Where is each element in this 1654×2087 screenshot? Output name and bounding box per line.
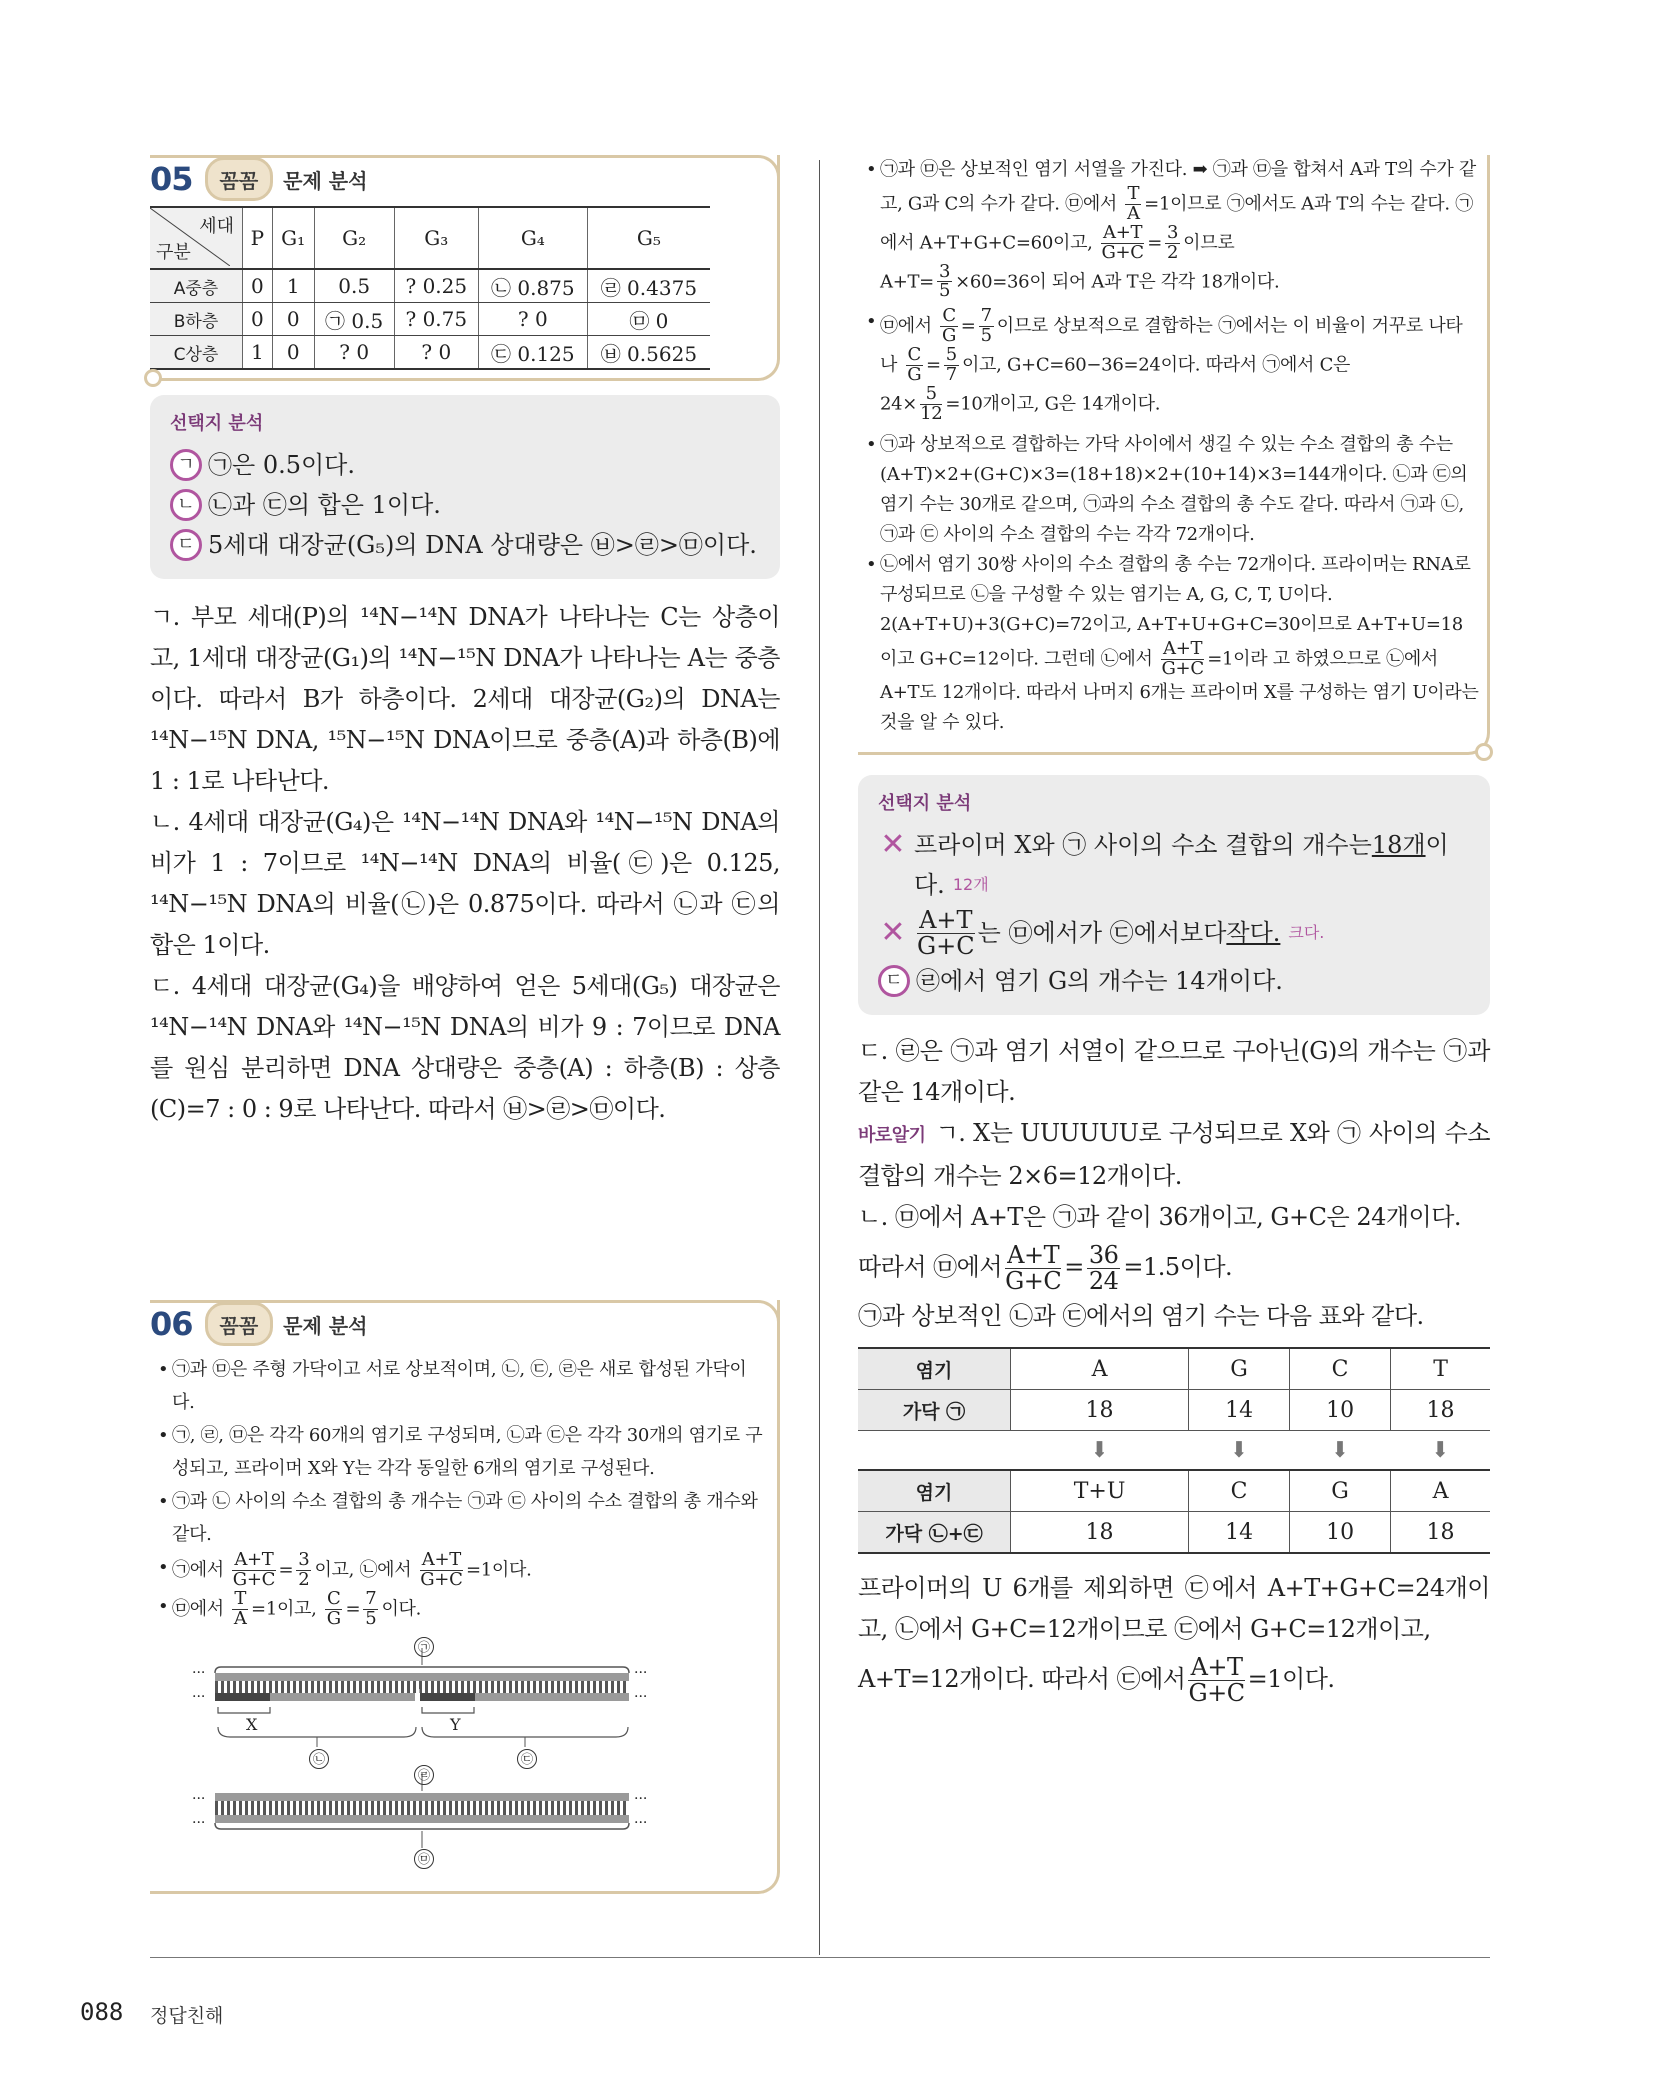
- corner-top: 세대: [199, 216, 234, 237]
- book-title: 정답친해: [150, 2005, 224, 2027]
- bottom-duplex: [215, 1793, 629, 1829]
- cell: ㉡ 0.875: [478, 269, 587, 303]
- explanation-paragraph: ㉠과 상보적인 ㉡과 ㉢에서의 염기 수는 다음 표와 같다.: [858, 1302, 1424, 1331]
- choice-title: 선택지 분석: [170, 413, 264, 434]
- q06-analysis: [150, 1300, 780, 1894]
- denominator: G: [326, 1607, 341, 1629]
- cell: C: [1290, 1348, 1391, 1390]
- question-number: 06: [150, 1305, 193, 1343]
- label-mid: ㉣: [414, 1765, 434, 1785]
- explanation-paragraph: 따라서 ㉤에서 $\frac{A+T}{G+C}$ = $\frac{36}{24}$ =1.5이다.: [858, 1241, 1233, 1296]
- cell: 0: [272, 303, 314, 336]
- denominator: G: [942, 325, 957, 347]
- kkomkkom-badge: 꼼꼼: [205, 157, 274, 201]
- bullet-item: • ㉠과 상보적으로 결합하는 가닥 사이에서 생길 수 있는 수소 결합의 총 수는 (A+T)×2+(G+C)×3=(18+18)×2+(10+14)×3=144개이다. ㉡과 ㉢의 염기 수는 30개로 같으며, ㉠과의 수소 결합의 총 수도 같다. 따라서 ㉠과 ㉡, ㉠과 ㉢ 사이의 수소 결합의 수는 각각 72개이다.: [866, 430, 1479, 550]
- text: ×60=36이 되어 A과 T은 각각 18개이다.: [955, 270, 1280, 292]
- text: =1이므로 ㉠에서도 A과: [1144, 193, 1331, 215]
- left-column: [150, 155, 780, 1894]
- correct-mark: ㄷ: [170, 529, 202, 561]
- cell: 0: [243, 303, 273, 336]
- cell: ? 0.75: [394, 303, 478, 336]
- fraction: [917, 905, 975, 960]
- explanation-paragraph: ㄴ. 4세대 대장균(G₄)은 ¹⁴N−¹⁴N DNA와 ¹⁴N−¹⁵N DNA의 비가 1 : 7이므로 ¹⁴N−¹⁴N DNA의 비율(㉢)은 0.125, ¹⁴N−¹⁵N DNA의 비율(㉡)은 0.875이다. 따라서 ㉡과 ㉢의 합은 1이다.: [150, 808, 780, 959]
- choice-text: 5세대 대장균(G₅)의 DNA 상대량은 ㉥>㉣>㉤이다.: [208, 531, 757, 559]
- denominator: G+C: [420, 1568, 463, 1590]
- underlined-text: 작다.: [1226, 919, 1281, 948]
- denominator: A: [233, 1607, 247, 1629]
- table-row: [150, 269, 710, 303]
- cell: 14: [1189, 1512, 1290, 1554]
- q06-analysis-continued: [858, 155, 1490, 755]
- row-header: B하층: [150, 303, 243, 336]
- numerator: 7: [980, 305, 992, 327]
- cell: 0.5: [314, 269, 394, 303]
- down-arrow-icon: ⬇: [1189, 1431, 1290, 1471]
- cell: 18: [1391, 1512, 1490, 1554]
- text: 따라서 ㉤에서: [858, 1253, 1003, 1282]
- row-header: 가닥 ㉡+㉢: [858, 1512, 1011, 1554]
- dna-diagram: [150, 1639, 777, 1883]
- text: =1이고,: [251, 1598, 317, 1620]
- kkomkkom-badge: 꼼꼼: [205, 1302, 274, 1346]
- dots: ...: [634, 1786, 648, 1803]
- denominator: G+C: [1005, 1267, 1062, 1296]
- numerator: A+T: [1005, 1243, 1061, 1269]
- correction-text: 크다.: [1288, 923, 1325, 943]
- cell: ? 0.25: [394, 269, 478, 303]
- row-header: 가닥 ㉠: [858, 1390, 1011, 1431]
- choice-text: ㉣에서 염기 G의 개수는 14개이다.: [916, 967, 1283, 996]
- row-header: A중층: [150, 269, 243, 303]
- text: ㉤에서: [1065, 193, 1118, 215]
- q06-choice-box: [858, 775, 1490, 1015]
- label-y: Y: [450, 1714, 461, 1734]
- cell: 1: [243, 336, 273, 370]
- underlined-text: 18개: [1371, 831, 1426, 860]
- cell: 10: [1290, 1512, 1391, 1554]
- numerator: C: [942, 305, 956, 327]
- cell: 10: [1290, 1390, 1391, 1431]
- fraction: [1161, 637, 1204, 679]
- cell: A: [1011, 1348, 1189, 1390]
- text: 이므로: [1183, 232, 1235, 254]
- col-header: G₁: [272, 207, 314, 269]
- text: 이고, ㉡에서: [314, 1559, 412, 1581]
- table-row: [858, 1390, 1490, 1431]
- question-number: 05: [150, 160, 193, 198]
- fraction: [937, 260, 952, 302]
- down-arrow-icon: ⬇: [1290, 1431, 1391, 1471]
- numerator: 3: [298, 1549, 310, 1570]
- text: =1.5이다.: [1123, 1253, 1233, 1282]
- numerator: A+T: [1163, 637, 1203, 659]
- table-row: [150, 303, 710, 336]
- fraction: [232, 1587, 248, 1629]
- bullet-item: • ㉠과 ㉡ 사이의 수소 결합의 총 개수는 ㉠과 ㉢ 사이의 수소 결합의 총 개수와 같다.: [158, 1485, 769, 1551]
- label-l2: ㉡: [309, 1749, 329, 1769]
- q06-explanation: [858, 1031, 1490, 1337]
- denominator: 24: [1088, 1267, 1119, 1296]
- fraction: [1125, 185, 1141, 224]
- denominator: G+C: [1101, 241, 1144, 263]
- explanation-paragraph: ㄷ. ㉣은 ㉠과 염기 서열이 같으므로 구아닌(G)의 개수는 ㉠과 같은 14개이다.: [858, 1037, 1490, 1107]
- q05-header: [150, 155, 780, 200]
- explanation-paragraph: [858, 1650, 1490, 1708]
- base-count-table: [858, 1347, 1490, 1554]
- table-row: [858, 1512, 1490, 1554]
- choice-item: [170, 485, 760, 525]
- text: 이므로 상보적으로 결합하는 ㉠에서는 이 비율이 거꾸로 나타나: [880, 315, 1463, 376]
- table-row: [150, 336, 710, 370]
- fraction: [296, 1551, 311, 1590]
- explanation-paragraph: [858, 1113, 1490, 1197]
- row-header: 염기: [858, 1470, 1011, 1512]
- correct-mark: ㄴ: [170, 489, 202, 521]
- wrong-mark: ✕: [880, 827, 906, 863]
- cell: G: [1189, 1348, 1290, 1390]
- footer-line: [150, 1957, 1490, 1958]
- denominator: G+C: [1161, 657, 1204, 679]
- cell: 18: [1011, 1512, 1189, 1554]
- numerator: 3: [1167, 221, 1179, 243]
- numerator: 5: [920, 385, 942, 405]
- cell: ㉤ 0: [587, 303, 710, 336]
- dots: ...: [634, 1660, 648, 1677]
- fraction: [906, 346, 923, 385]
- q06-bullets: [150, 1345, 777, 1635]
- col-header: G₃: [394, 207, 478, 269]
- dna-diagram-svg: [190, 1643, 750, 1883]
- right-bullets: [858, 155, 1487, 744]
- row-header: C상층: [150, 336, 243, 370]
- col-header: P: [243, 207, 273, 269]
- correct-mark: ㄱ: [170, 449, 202, 481]
- right-column: [858, 155, 1490, 1708]
- choice-title: 선택지 분석: [878, 793, 972, 815]
- fraction: [363, 1587, 378, 1629]
- dots: ...: [634, 1684, 648, 1701]
- denominator: G: [907, 364, 922, 386]
- text: =1이라: [1207, 648, 1268, 670]
- fraction: [944, 346, 959, 385]
- text: ㉠과 ㉤은 상보적인 염기 서열을 가진다. ➡ ㉠과 ㉤을 합쳐서 A과 T의 수가 같고, G과 C의 수가 같다.: [880, 159, 1476, 215]
- dots: ...: [192, 1660, 206, 1677]
- denominator: 2: [298, 1568, 310, 1590]
- text: 24×: [880, 393, 918, 415]
- numerator: 36: [1088, 1241, 1119, 1270]
- fraction: [325, 1587, 342, 1629]
- cell: ? 0: [314, 336, 394, 370]
- wrong-mark: ✕: [880, 915, 906, 951]
- choice-text: 는 ㉤에서가 ㉢에서보다: [977, 919, 1227, 948]
- fraction: [232, 1551, 275, 1590]
- choice-item: [170, 525, 760, 565]
- q06-explanation-end: [858, 1568, 1490, 1708]
- cell: ? 0: [394, 336, 478, 370]
- q06-header: [150, 1300, 780, 1345]
- text: A+T+U=18이고 G+C=12이다. 그런데 ㉡에서: [880, 613, 1463, 670]
- q05-explanation: [150, 597, 780, 1130]
- down-arrow-icon: ⬇: [1391, 1431, 1490, 1471]
- numerator: 3: [938, 260, 951, 282]
- choice-item: [170, 445, 760, 485]
- page-number: 088: [80, 1998, 124, 2026]
- text: A+T=: [880, 270, 934, 292]
- text: 이다.: [381, 1598, 422, 1620]
- label-bottom: ㉤: [414, 1849, 434, 1869]
- explanation-paragraph: ㄴ. ㉤에서 A+T은 ㉠과 같이 36개이고, G+C은 24개이다.: [858, 1203, 1462, 1232]
- fraction: [1087, 1243, 1121, 1294]
- numerator: T: [1127, 183, 1140, 204]
- column-divider: [819, 160, 820, 1955]
- choice-text: ㉡과 ㉢의 합은 1이다.: [208, 491, 441, 519]
- cell: 1: [272, 269, 314, 303]
- choice-item: [878, 905, 1470, 961]
- q05-analysis: [150, 155, 780, 381]
- numerator: A+T: [234, 1549, 274, 1570]
- text: 고 하였으므로 ㉡에서 A+T도 12개이다. 따라서 나머지 6개는 프라이머 X를 구성하는 염기 U이라는 것을 알 수 있다.: [880, 648, 1479, 734]
- text: 이고, G+C=60−36=24이다. 따라서 ㉠에서 C은: [961, 354, 1351, 376]
- cell: 0: [243, 269, 273, 303]
- text: =1이다.: [1247, 1665, 1335, 1694]
- denominator: 7: [945, 364, 957, 386]
- fraction: [920, 382, 943, 424]
- choice-item: [878, 825, 1470, 865]
- arrow-row: [858, 1431, 1490, 1471]
- barun-label: 바로알기: [858, 1125, 926, 1147]
- fraction: [1188, 1655, 1244, 1706]
- numerator: A+T: [421, 1549, 461, 1570]
- cell: 18: [1011, 1390, 1189, 1431]
- numerator: A+T: [1103, 221, 1143, 243]
- fraction: [1165, 221, 1180, 263]
- dots: ...: [192, 1810, 206, 1827]
- cell: ? 0: [478, 303, 587, 336]
- bullet-item: • ㉠, ㉣, ㉤은 각각 60개의 염기로 구성되며, ㉡과 ㉢은 각각 30개의 염기로 구성되고, 프라이머 X와 Y는 각각 동일한 6개의 염기로 구성된다.: [158, 1419, 769, 1485]
- text: ㉡에서 염기 30쌍 사이의 수소 결합의 총 수는 72개이다. 프라이머는 RNA로 구성되므로 ㉡을 구성할 수 있는 염기는 A, G, C, T, U이다. 2(A+T+U)+3(G+C)=72이고, A+T+U+G+C=30이므로: [880, 553, 1471, 635]
- text: =10개이고, G은 14개이다.: [945, 393, 1161, 415]
- col-header: G₅: [587, 207, 710, 269]
- bullet-item: • ㉠과 ㉤은 주형 가닥이고 서로 상보적이며, ㉡, ㉢, ㉣은 새로 합성된 가닥이다.: [158, 1353, 769, 1419]
- fraction: [1101, 221, 1144, 263]
- col-header: G₄: [478, 207, 587, 269]
- fraction: [1005, 1243, 1061, 1294]
- choice-text: ㉠은 0.5이다.: [208, 451, 355, 479]
- denominator: 5: [980, 325, 992, 347]
- denominator: G+C: [232, 1568, 276, 1590]
- fraction: [979, 307, 994, 346]
- denominator: G+C: [1188, 1679, 1245, 1708]
- numerator: C: [327, 1587, 341, 1609]
- corner-dot: [1475, 743, 1493, 761]
- cell: ㉣ 0.4375: [587, 269, 710, 303]
- cell: 0: [272, 336, 314, 370]
- cell: A: [1391, 1470, 1490, 1512]
- denominator: 12: [920, 402, 943, 424]
- denominator: A: [1126, 202, 1140, 224]
- text: ㉠에서: [172, 1559, 224, 1581]
- fraction: [940, 307, 957, 346]
- denominator: G+C: [917, 931, 975, 960]
- choice-item: [878, 961, 1470, 1001]
- bullet-item: • ㉠에서 $\frac{A+T}{G+C}$ = $\frac{3}{2}$ 이고, ㉡에서 $\frac{A+T}{G+C}$ =1이다.: [158, 1551, 769, 1590]
- label-l3: ㉢: [517, 1749, 537, 1769]
- table-row: [858, 1348, 1490, 1390]
- bullet-item: • ㉤에서 $\frac{T}{A}$ =1이고, $\frac{C}{G}$ = $\frac{7}{5}$ 이다.: [158, 1590, 769, 1629]
- row-header: 염기: [858, 1348, 1011, 1390]
- cell: T+U: [1011, 1470, 1189, 1512]
- denominator: 5: [938, 280, 951, 302]
- explanation-paragraph: ㄱ. 부모 세대(P)의 ¹⁴N−¹⁴N DNA가 나타나는 C는 상층이고, 1세대 대장균(G₁)의 ¹⁴N−¹⁵N DNA가 나타나는 A는 중층이다. 따라서 B가 하층이다. 2세대 대장균(G₂)의 DNA는 ¹⁴N−¹⁵N DNA, ¹⁵N−¹⁵N DNA이므로 중층(A)과 하층(B)에 1 : 1로 나타난다.: [150, 603, 780, 795]
- text: ㉤에서: [172, 1598, 224, 1620]
- cell: 18: [1391, 1390, 1490, 1431]
- dots: ...: [192, 1684, 206, 1701]
- cell: G: [1290, 1470, 1391, 1512]
- col-header: G₂: [314, 207, 394, 269]
- correct-mark: ㄷ: [878, 965, 910, 997]
- explanation-paragraph: 프라이머의 U 6개를 제외하면 ㉢에서 A+T+G+C=24개이고, ㉡에서 G+C=12개이므로 ㉢에서 G+C=12개이고,: [858, 1574, 1490, 1644]
- fraction: [420, 1551, 463, 1590]
- label-top: ㉠: [414, 1637, 434, 1657]
- numerator: 5: [945, 344, 957, 366]
- choice-text: 다.: [914, 871, 945, 900]
- numerator: T: [234, 1587, 247, 1609]
- text: ㉤에서: [880, 315, 932, 337]
- explanation-paragraph: ㄷ. 4세대 대장균(G₄)을 배양하여 얻은 5세대(G₅) 대장균은 ¹⁴N−¹⁴N DNA와 ¹⁴N−¹⁵N DNA의 비가 9 : 7이므로 DNA를 원심 분리하면 DNA 상대량은 중층(A) : 하층(B) : 상층(C)=7 : 0 : 9로 나타난다. 따라서 ㉥>㉣>㉤이다.: [150, 972, 780, 1123]
- denominator: 2: [1167, 241, 1179, 263]
- dots: ...: [634, 1810, 648, 1827]
- dots: ...: [192, 1786, 206, 1803]
- table-corner: [150, 207, 243, 269]
- cell: ㉠ 0.5: [314, 303, 394, 336]
- cell: ㉥ 0.5625: [587, 336, 710, 370]
- analysis-label: 문제 분석: [283, 168, 368, 193]
- label-x: X: [246, 1714, 258, 1734]
- numerator: C: [907, 344, 921, 366]
- numerator: A+T: [1188, 1655, 1244, 1681]
- numerator: 7: [365, 1587, 377, 1609]
- generation-table: [150, 206, 710, 370]
- bullet-item: [866, 550, 1479, 739]
- cell: 14: [1189, 1390, 1290, 1431]
- empty-cell: [858, 1431, 1011, 1471]
- text: A+T=12개이다. 따라서 ㉢에서: [858, 1665, 1186, 1694]
- text: ㉠에서 A+T+G+C=60이고,: [880, 193, 1473, 254]
- denominator: 5: [365, 1607, 377, 1629]
- numerator: A+T: [917, 908, 975, 934]
- q05-choice-box: [150, 395, 780, 579]
- text: ㄱ. X는 UUUUUU로 구성되므로 X와 ㉠ 사이의 수소 결합의 개수는 2×6=12개이다.: [858, 1119, 1490, 1191]
- text: =1이다.: [465, 1559, 532, 1581]
- top-duplex: [215, 1667, 629, 1703]
- cell: ㉢ 0.125: [478, 336, 587, 370]
- bullet-item: • ㉠과 ㉤은 상보적인 염기 서열을 가진다. ➡ ㉠과 ㉤을 합쳐서 A과 T의 수가 같고, G과 C의 수가 같다. ㉤에서 $\frac{T}{A}$ =1이므로 ㉠에서도 A과 T의 수는 같다. ㉠에서 A+T+G+C=60이고, $\frac{A+T}{G+C}$ = $\frac{3}{2}$ 이므로 A+T= $\frac{3}{5}$ ×60=36이 되어 A과 T은 각각 18개이다.: [866, 155, 1479, 301]
- correction-text: 12개: [952, 875, 989, 895]
- choice-text: 프라이머 X와 ㉠ 사이의 수소 결합의 개수는: [914, 831, 1372, 860]
- cell: C: [1189, 1470, 1290, 1512]
- bullet-item: • ㉤에서 $\frac{C}{G}$ = $\frac{7}{5}$ 이므로 상보적으로 결합하는 ㉠에서는 이 비율이 거꾸로 나타나 $\frac{C}{G}$ = $\frac{5}{7}$ 이고, G+C=60−36=24이다. 따라서 ㉠에서 C은 24× $\frac{5}{12}$ =10개이고, G은 14개이다.: [866, 307, 1479, 423]
- cell: T: [1391, 1348, 1490, 1390]
- choice-text: 이: [1425, 831, 1449, 860]
- analysis-label: 문제 분석: [283, 1313, 368, 1338]
- corner-bottom: 구분: [156, 242, 191, 263]
- text: T의 수는 같다.: [1336, 193, 1450, 215]
- choice-item: [878, 865, 1470, 905]
- corner-dot: [144, 369, 162, 387]
- table-row: [858, 1470, 1490, 1512]
- down-arrow-icon: ⬇: [1011, 1431, 1189, 1471]
